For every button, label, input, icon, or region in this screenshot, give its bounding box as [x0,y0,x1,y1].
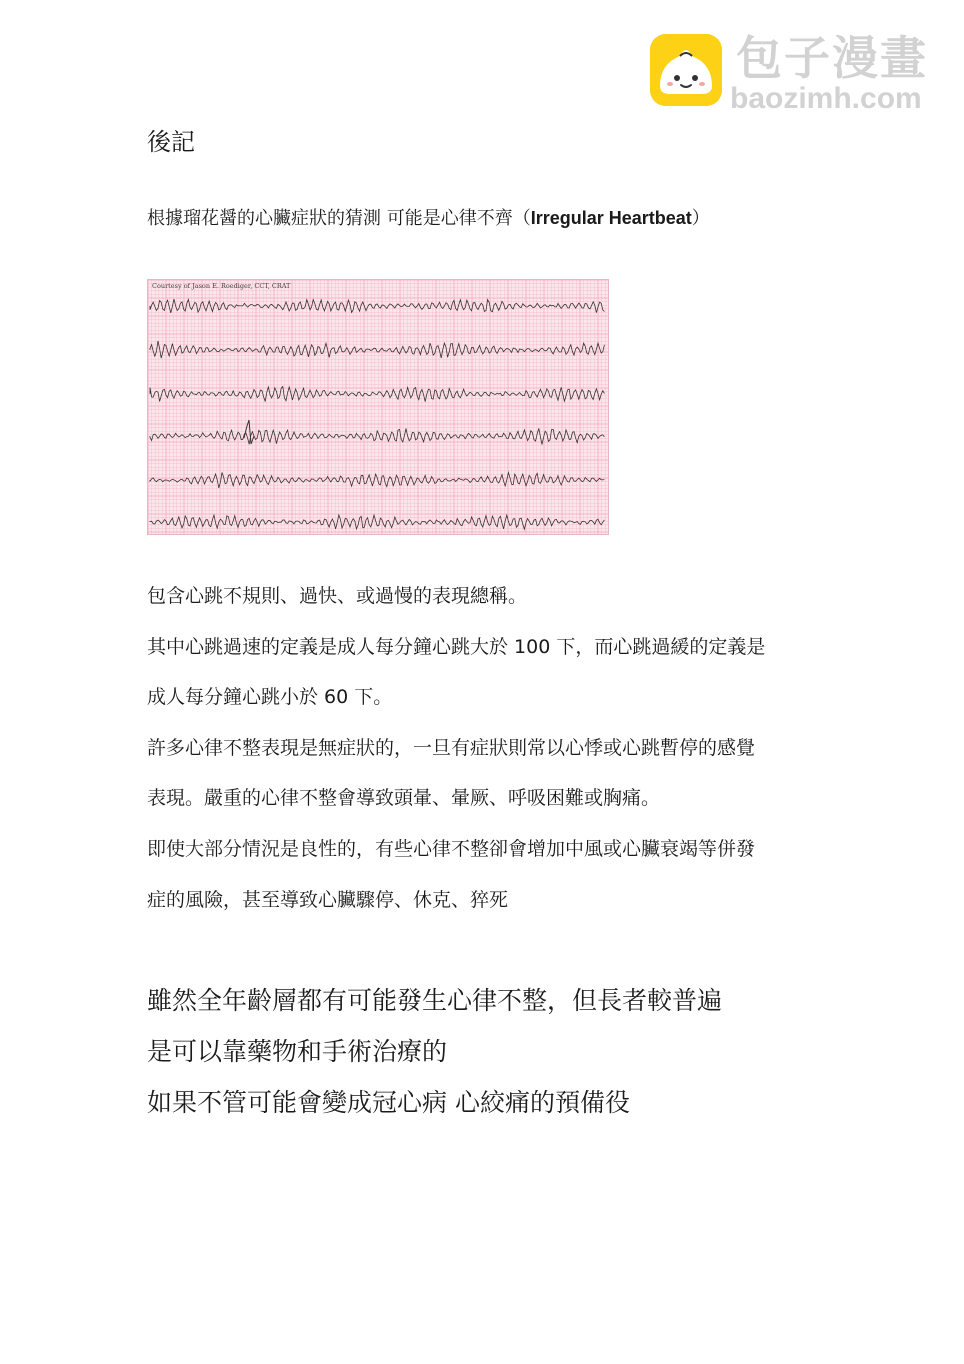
paragraph-2: 其中心跳過速的定義是成人每分鐘心跳大於 100 下，而心跳過緩的定義是 [147,636,766,658]
intro-text: 根據瑠花醤的心臟症狀的猜測 可能是心律不齊（ [147,208,531,229]
intro-line [147,204,710,233]
paragraph-3: 成人每分鐘心跳小於 60 下。 [147,686,393,708]
baozi-logo-icon [650,34,722,106]
paragraph-5: 表現。嚴重的心律不整會導致頭暈、暈厥、呼吸困難或胸痛。 [147,787,661,809]
paragraph-1: 包含心跳不規則、過快、或過慢的表現總稱。 [147,585,528,607]
watermark [650,31,950,115]
paragraph-4: 許多心律不整表現是無症狀的，一旦有症狀則常以心悸或心跳暫停的感覺 [147,737,756,759]
watermark-domain: baozimh.com [730,82,922,115]
closing-line-3: 如果不管可能會變成冠心病 心絞痛的預備役 [147,1088,630,1117]
ecg-strip [148,280,608,534]
ecg-image [147,279,609,535]
ecg-credit: Courtesy of Jason E. Roediger, CCT, CRAT [152,282,291,290]
closing-line-2: 是可以靠藥物和手術治療的 [147,1037,448,1066]
intro-close-paren: ） [691,208,710,229]
watermark-title: 包子漫畫 [736,31,928,85]
closing-line-1: 雖然全年齡層都有可能發生心律不整，但長者較普遍 [147,986,723,1015]
paragraph-6: 即使大部分情況是良性的，有些心律不整卻會增加中風或心臟衰竭等併發 [147,838,756,860]
intro-english-term: Irregular Heartbeat [530,208,692,228]
page-title: 後記 [147,128,195,156]
paragraph-7: 症的風險，甚至導致心臟驟停、休克、猝死 [147,889,509,911]
